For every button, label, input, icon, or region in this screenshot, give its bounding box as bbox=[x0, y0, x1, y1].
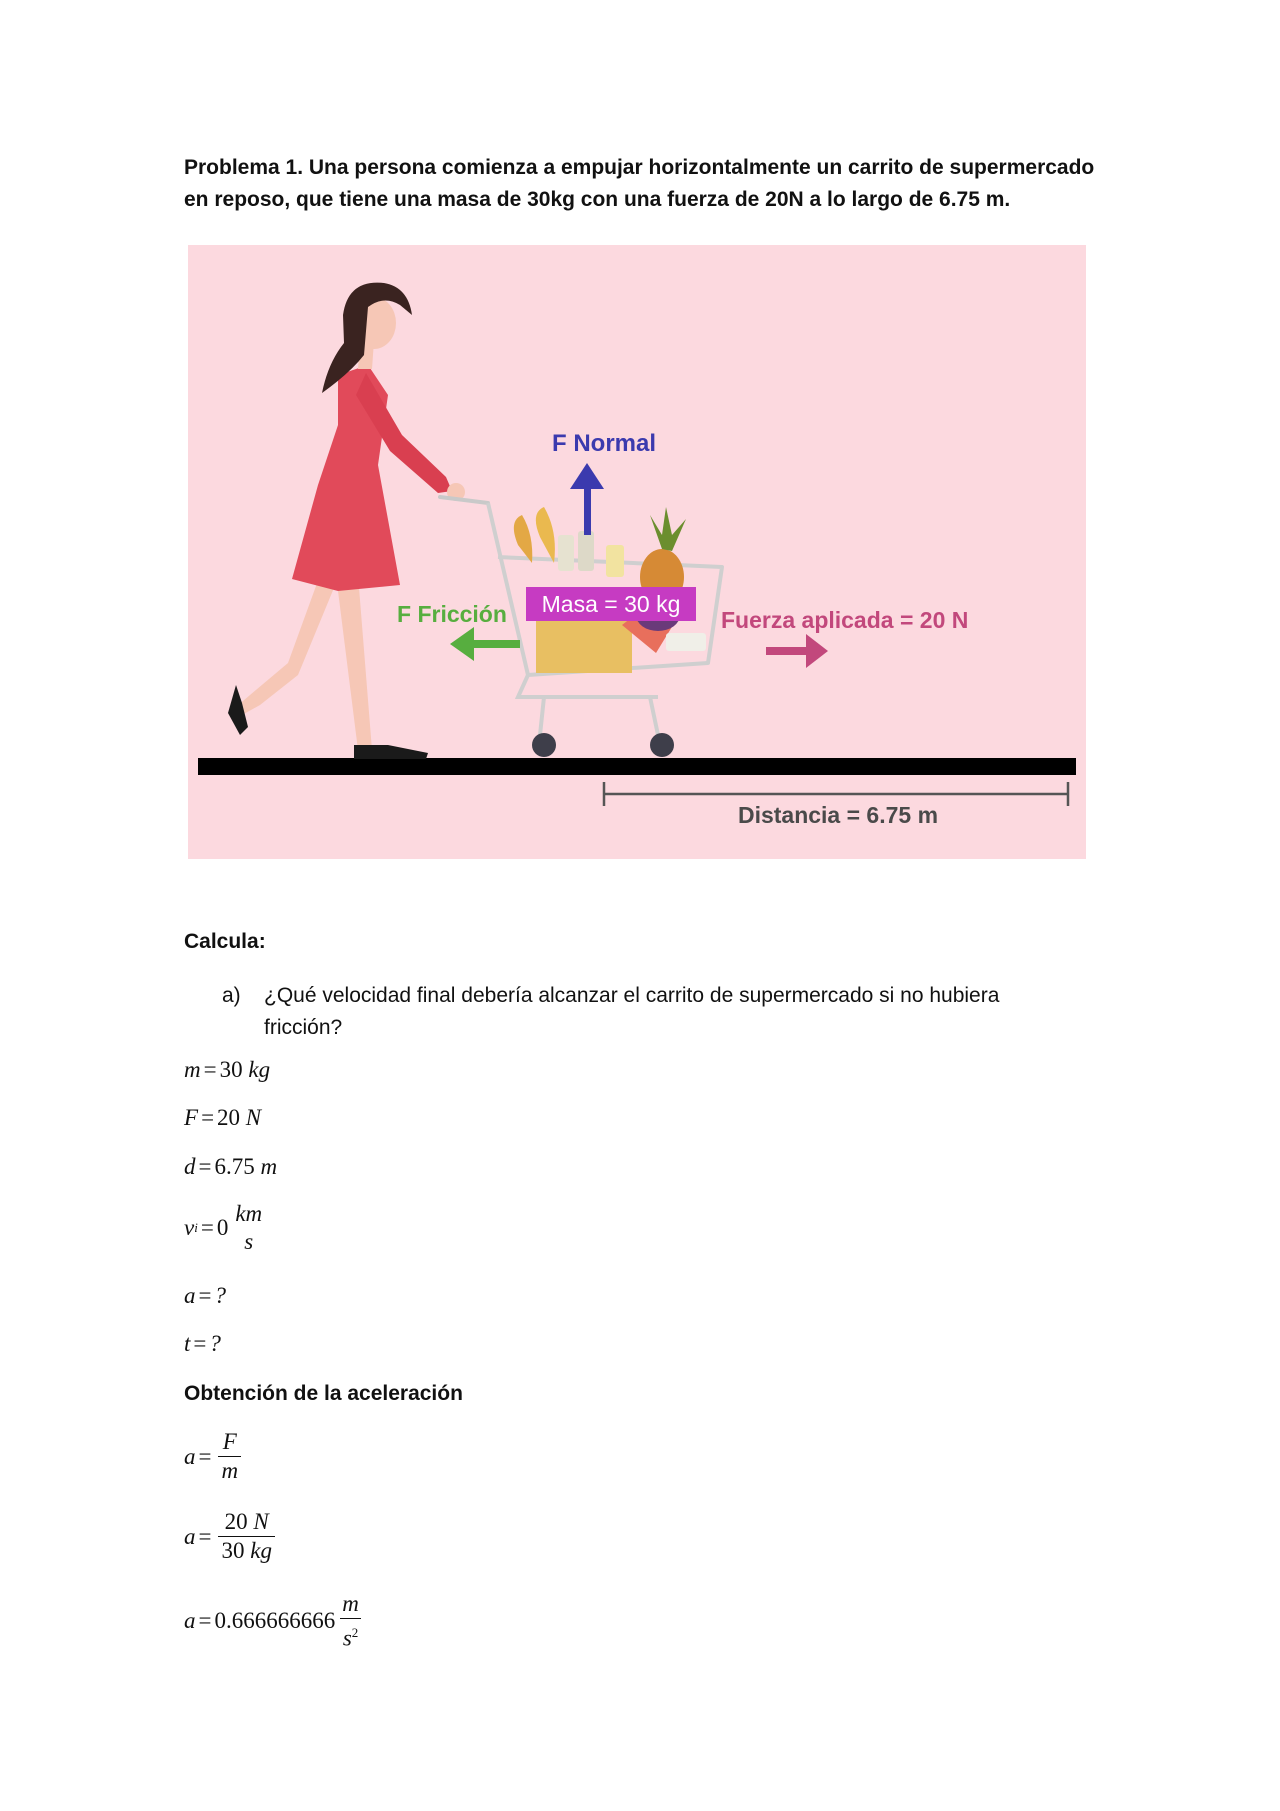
unknown-time: t = ? bbox=[184, 1331, 221, 1356]
problem-statement: Problema 1. Una persona comienza a empujar horizontalmente un carrito de supermercado en reposo, que tiene una masa de 30kg con una fuerza de 20N a lo largo de 6.75 m. bbox=[184, 156, 1095, 211]
cart-wheel-left bbox=[532, 733, 556, 757]
formula-a-equals-f-over-m: a = $\frac{F}{m}$ bbox=[184, 1428, 245, 1485]
question-a-label: a) bbox=[222, 984, 241, 1007]
formula-substitution: a = $\frac{20 N}{30 kg}$ bbox=[184, 1508, 279, 1565]
friction-label: F Fricción bbox=[397, 601, 507, 627]
given-distance: d = 6.75 m bbox=[184, 1154, 278, 1179]
given-mass: m = 30 kg bbox=[184, 1057, 271, 1082]
velocity-unit-fraction: km s bbox=[235, 1201, 263, 1254]
physics-diagram bbox=[188, 245, 1086, 859]
normal-force-label: F Normal bbox=[552, 430, 657, 457]
ground-line bbox=[198, 758, 1076, 775]
given-force: F = 20 N bbox=[184, 1105, 262, 1130]
formula-result: a = 0.666666666 $\frac{m}{s^2}$ bbox=[184, 1590, 366, 1653]
distance-label: Distancia = 6.75 m bbox=[737, 802, 939, 828]
cart-wheel-right bbox=[650, 733, 674, 757]
unknown-acceleration: a = ? bbox=[184, 1283, 226, 1308]
acceleration-heading: Obtención de la aceleración bbox=[184, 1382, 463, 1405]
mass-label: Masa = 30 kg bbox=[541, 591, 681, 617]
diagram-canvas bbox=[188, 245, 1086, 859]
calcula-heading: Calcula: bbox=[184, 930, 266, 953]
given-initial-velocity: v i = 0 km s bbox=[184, 1200, 269, 1256]
question-a-text: ¿Qué velocidad final debería alcanzar el carrito de supermercado si no hubiera fricción? bbox=[264, 984, 1000, 1039]
applied-force-label: Fuerza aplicada = 20 N bbox=[721, 607, 969, 633]
